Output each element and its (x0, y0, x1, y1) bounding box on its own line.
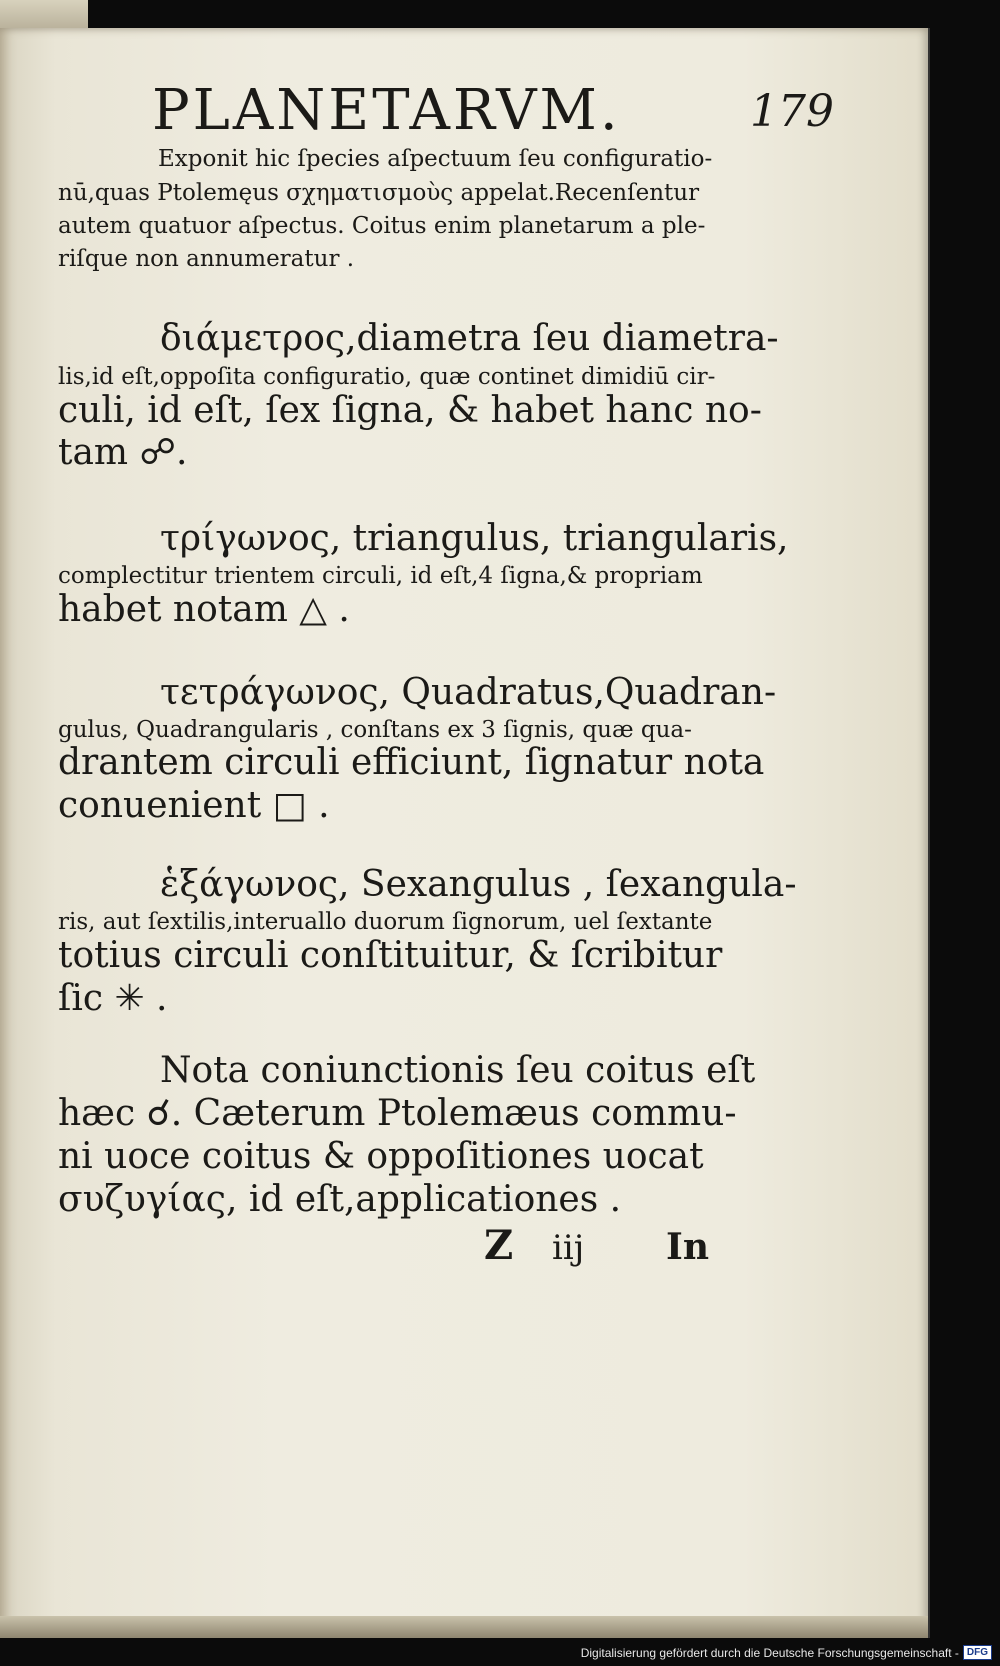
catchword: In (666, 1226, 710, 1268)
text-line: ſic ✳ . (58, 978, 168, 1019)
text-line: tam ☍. (58, 432, 188, 473)
text-line: drantem circuli efficiunt, ſignatur nota (58, 742, 765, 783)
text-line: culi, id eſt, ſex ſigna, & habet hanc no- (58, 390, 762, 431)
page-corner (0, 0, 88, 30)
text-line: gulus, Quadrangularis , conſtans ex 3 ſignis, quæ qua- (58, 717, 692, 743)
running-head: PLANETARVM. (152, 78, 621, 143)
text-line: nū,quas Ptolemęus σχηματισμοὺς appelat.Recenſentur (58, 180, 700, 206)
text-line: hæc ☌. Cæterum Ptolemæus commu- (58, 1093, 737, 1134)
text-line: totius circuli conſtituitur, & ſcribitur (58, 935, 723, 976)
text-line: ἑξάγωνος, Sexangulus , ſexangula- (160, 864, 797, 905)
text-line: διάμετρος,diametra ſeu diametra- (160, 318, 779, 359)
credit-text: Digitalisierung gefördert durch die Deutsche Forschungsgemeinschaft - (580, 1645, 959, 1660)
text-line: conuenient □ . (58, 785, 330, 826)
page-number: 179 (750, 86, 834, 137)
text-line: lis,id eſt,oppoſita configuratio, quæ continet dimidiū cir- (58, 364, 716, 390)
text-line: habet notam △ . (58, 589, 350, 630)
text-line: τετράγωνος, Quadratus,Quadran- (160, 672, 777, 713)
text-line: complectitur trientem circuli, id eſt,4 ſigna,& propriam (58, 563, 703, 589)
text-line: τρίγωνος, triangulus, triangularis, (160, 518, 789, 559)
text-line: Exponit hic ſpecies aſpectuum ſeu configuratio- (158, 146, 713, 172)
text-line: συζυγίας, id eſt,applicationes . (58, 1179, 622, 1220)
dfg-logo: DFG (963, 1645, 992, 1660)
digitization-credit (581, 1645, 992, 1660)
page-bottom-edge (0, 1616, 928, 1638)
text-line: autem quatuor aſpectus. Coitus enim planetarum a ple- (58, 213, 706, 239)
text-line: ni uoce coitus & oppoſitiones uocat (58, 1136, 704, 1177)
text-line: riſque non annumeratur . (58, 246, 355, 272)
signature-numeral: iij (552, 1228, 585, 1268)
text-line: Nota coniunctionis ſeu coitus eſt (160, 1050, 756, 1091)
signature-mark: Z (484, 1222, 514, 1269)
text-line: ris, aut ſextilis,interuallo duorum ſignorum, uel ſextante (58, 909, 713, 935)
